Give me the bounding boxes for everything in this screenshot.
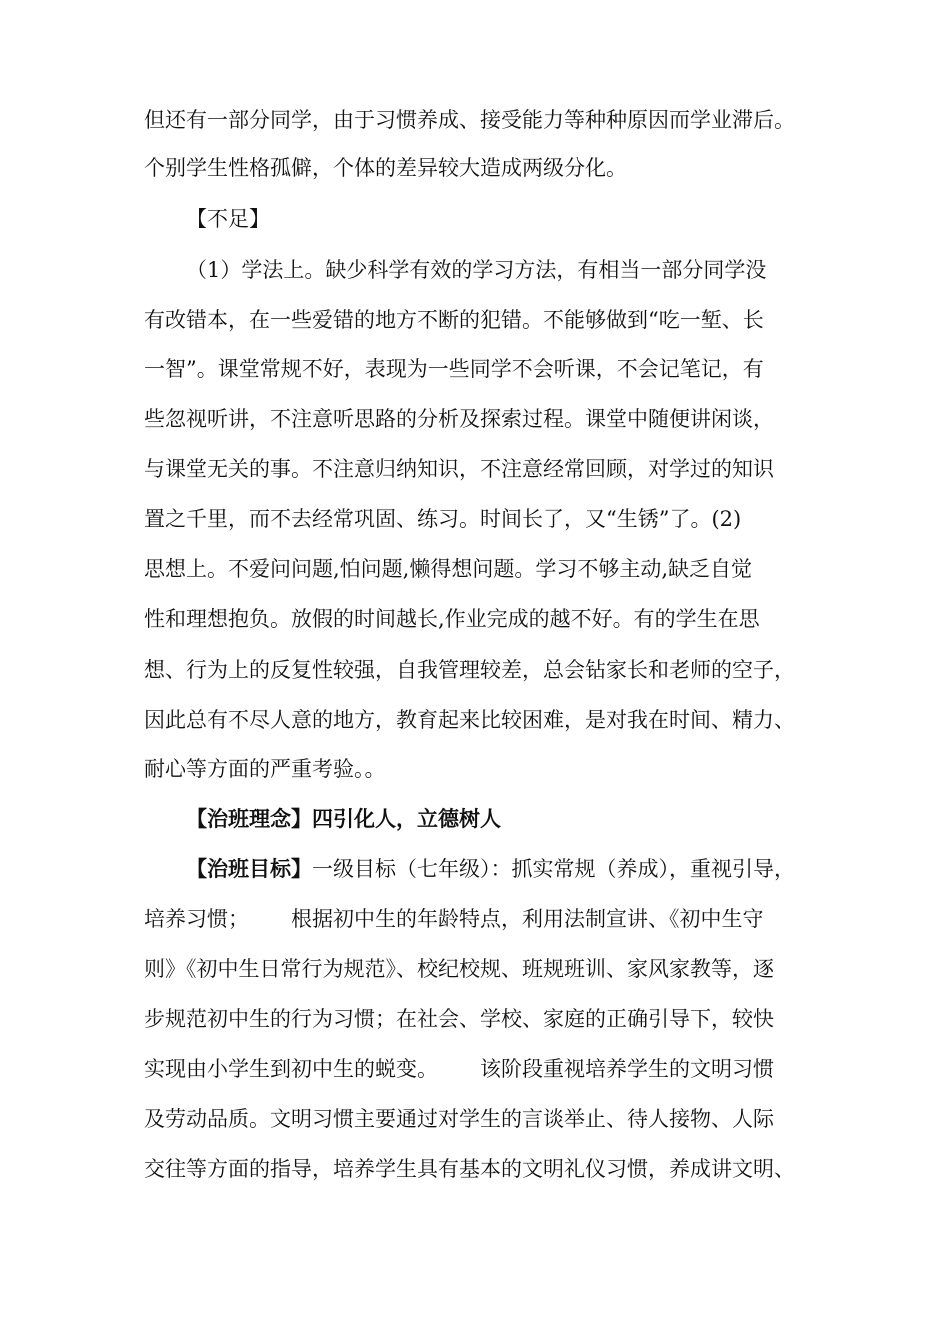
goal-text-continued: 培养习惯； [144, 907, 249, 931]
paragraph-line-13: 耐心等方面的严重考验。。 [144, 757, 386, 781]
goal-detail-start: 根据初中生的年龄特点，利用法制宣讲、《初中生守 [291, 907, 764, 931]
paragraph-line-19: 及劳动品质。文明习惯主要通过对学生的言谈举止、待人接物、人际 [144, 1107, 774, 1131]
section-heading-shortcomings: 【不足】 [186, 207, 270, 231]
goal-text: 一级目标（七年级）：抓实常规（养成），重视引导， [312, 857, 795, 881]
section-heading-philosophy: 【治班理念】四引化人，立德树人 [186, 806, 501, 831]
paragraph-line-16: 则》《初中生日常行为规范》、校纪校规、班规班训、家风家教等，逐 [144, 957, 774, 981]
paragraph-line-11: 想、行为上的反复性较强，自我管理较差，总会钻家长和老师的空子， [144, 658, 795, 682]
paragraph-line-20: 交往等方面的指导，培养学生具有基本的文明礼仪习惯，养成讲文明、 [144, 1157, 795, 1181]
paragraph-line-17: 步规范初中生的行为习惯；在社会、学校、家庭的正确引导下，较快 [144, 1007, 774, 1031]
paragraph-line-goal [186, 853, 866, 885]
paragraph-line-2: 个别学生性格孤僻，个体的差异较大造成两级分化。 [144, 156, 627, 180]
paragraph-line-15 [144, 903, 824, 935]
paragraph-line-1: 但还有一部分同学，由于习惯养成、接受能力等种种原因而学业滞后。 [144, 108, 795, 132]
paragraph-line-3: （1）学法上。缺少科学有效的学习方法，有相当一部分同学没 [186, 258, 767, 282]
paragraph-line-7: 与课堂无关的事。不注意归纳知识，不注意经常回顾，对学过的知识 [144, 457, 774, 481]
stage-focus-text: 该阶段重视培养学生的文明习惯 [480, 1057, 774, 1081]
paragraph-line-10: 性和理想抱负。放假的时间越长,作业完成的越不好。有的学生在思 [144, 607, 760, 631]
paragraph-line-12: 因此总有不尽人意的地方，教育起来比较困难，是对我在时间、精力、 [144, 708, 795, 732]
transition-text: 实现由小学生到初中生的蜕变。 [144, 1057, 438, 1081]
paragraph-line-6: 些忽视听讲，不注意听思路的分析及探索过程。课堂中随便讲闲谈， [144, 407, 774, 431]
section-label-goal: 【治班目标】 [186, 856, 312, 881]
paragraph-line-9: 思想上。不爱问问题,怕问题,懒得想问题。学习不够主动,缺乏自觉 [144, 557, 753, 581]
paragraph-line-8: 置之千里，而不去经常巩固、练习。时间长了，又“生锈”了。(2) [144, 507, 742, 531]
paragraph-line-18 [144, 1053, 824, 1085]
paragraph-line-5: 一智”。课堂常规不好，表现为一些同学不会听课，不会记笔记，有 [144, 357, 764, 381]
paragraph-line-4: 有改错本，在一些爱错的地方不断的犯错。不能够做到“吃一堑、长 [144, 308, 764, 332]
